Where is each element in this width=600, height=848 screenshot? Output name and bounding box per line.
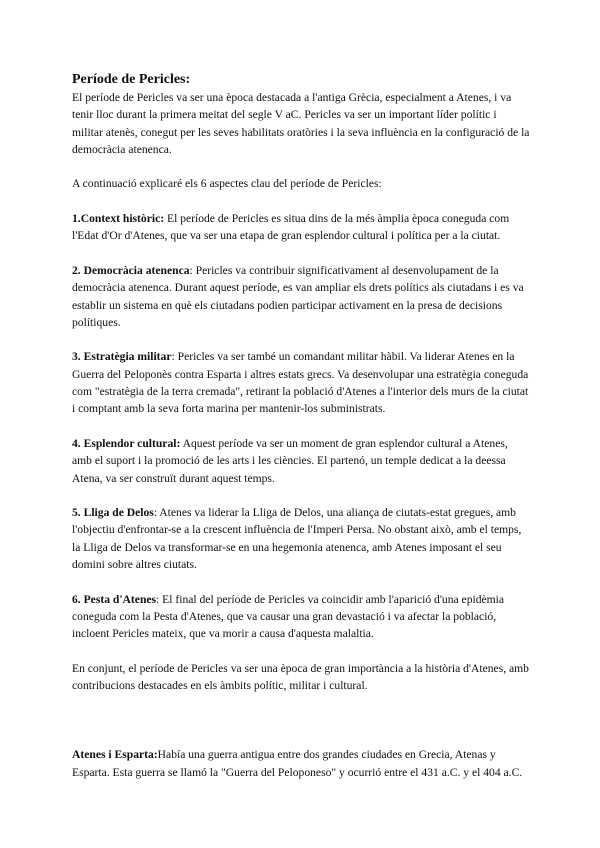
document-title: Període de Pericles: (72, 72, 191, 87)
section-heading: 6. Pesta d'Atenes (72, 592, 157, 606)
section-democracy (72, 262, 530, 331)
section-text: Aquest període va ser un moment de gran esplendor cultural a Atenes, amb el suport i la promoció de les arts i les ciències. El partenó, un temple dedicat a la deessa Atena, va ser construït durant aquest temps. (72, 436, 508, 485)
section-heading: 2. Democràcia atenenca (72, 263, 190, 277)
lead-paragraph: A continuació explicaré els 6 aspectes clau del període de Pericles: (72, 177, 382, 191)
section-heading: 5. Lliga de Delos (72, 506, 154, 520)
section-text: : Pericles va ser també un comandant militar hàbil. Va liderar Atenes en la Guerra del Peloponès contra Esparta i altres estats grecs. Va desenvolupar una estratègia coneguda com "estratègia de la terra cremada", retirant la població d'Atenes a l'interior dels murs de la ciutat i comptant amb la seva forta marina per mantenir-los subministrats. (72, 350, 529, 416)
section-delian-league (72, 504, 530, 573)
section-culture (72, 435, 530, 487)
section-context (72, 210, 530, 245)
appendix-text: Había una guerra antigua entre dos grandes ciudades en Grecia, Atenas y Esparta. Esta guerra se llamó la "Guerra del Peloponeso" y ocurrió entre el 431 a.C. y el 404 a.C. (72, 748, 523, 779)
section-plague (72, 591, 530, 643)
conclusion-paragraph: En conjunt, el període de Pericles va ser una època de gran importància a la història d'Atenes, amb contribucions destacades en els àmbits polític, militar i cultural. (72, 661, 529, 693)
section-heading: 3. Estratègia militar (72, 350, 172, 364)
section-heading: 1.Context històric: (72, 212, 165, 226)
section-heading: 4. Esplendor cultural: (72, 436, 181, 450)
document-body (72, 71, 530, 781)
section-text: : Atenes va liderar la Lliga de Delos, una aliança de ciutats-estat gregues, amb l'objectiu d'enfrontar-se a la crescent influència de l'Imperi Persa. No obstant això, amb el temps, la Lliga de Delos va transformar-se en una hegemonia atenenca, amb Atenes imposant el seu domini sobre altres ciutats. (72, 506, 522, 572)
intro-paragraph: El període de Pericles va ser una època destacada a l'antiga Grècia, especialment a Atenes, i va tenir lloc durant la primera meitat del segle V aC. Pericles va ser un important líder polític i militar atenès, conegut per les seves habilitats oratòries i la seva influència en la configuració de la democràcia atenenca. (72, 91, 530, 156)
section-military (72, 348, 530, 417)
section-text: El període de Pericles es situa dins de la més àmplia època coneguda com l'Edat d'Or d'Atenes, que va ser una etapa de gran esplendor cultural i política per a la ciutat. (72, 212, 510, 243)
section-text: : El final del període de Pericles va coincidir amb l'aparició d'una epidèmia coneguda com la Pesta d'Atenes, que va causar una gran devastació i va afectar la població, incloent Pericles mateix, que va morir a causa d'aquesta malaltia. (72, 592, 505, 641)
section-text: : Pericles va contribuir significativament al desenvolupament de la democràcia atenenca. Durant aquest període, es van ampliar els drets polítics als ciutadans i es va establir un sistema en què els ciutadans podien participar activament en la presa de decisions polítiques. (72, 263, 524, 329)
appendix-heading: Atenes i Esparta: (72, 748, 158, 762)
appendix-paragraph (72, 746, 530, 781)
